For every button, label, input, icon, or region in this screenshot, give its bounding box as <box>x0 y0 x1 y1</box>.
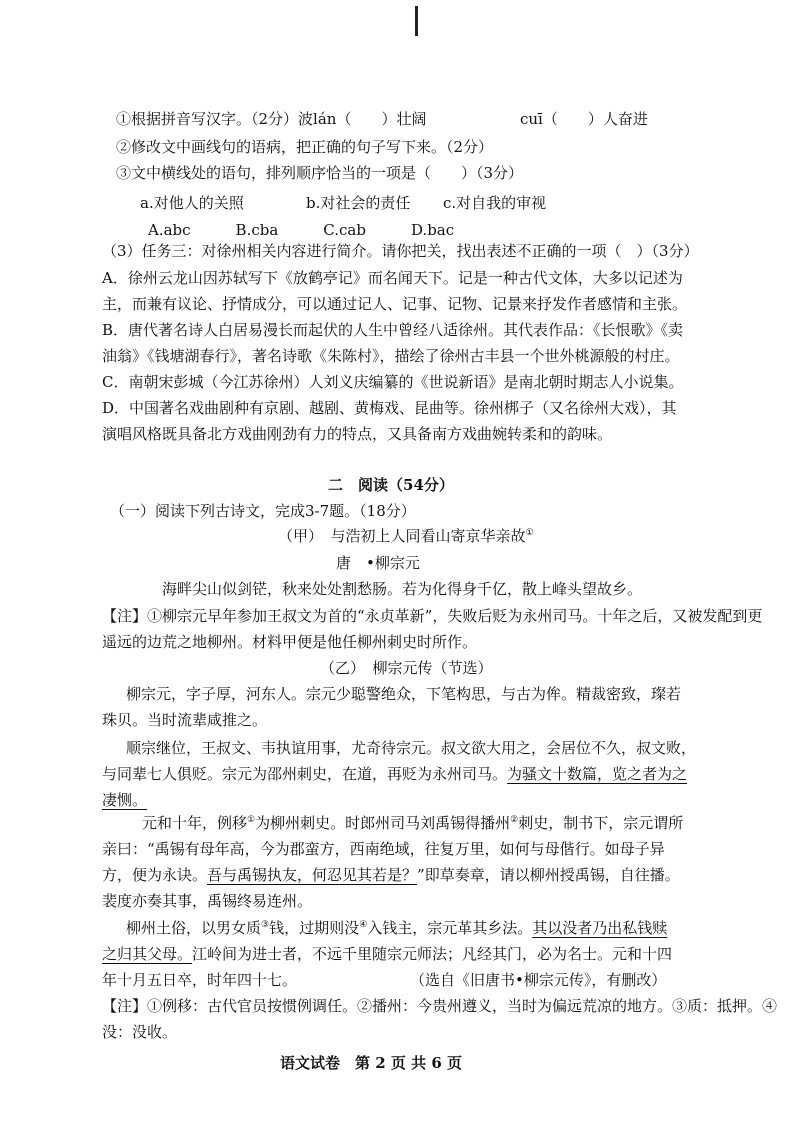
prose-p3-line4: 裴度亦奏其事，禹锡终易连州。 <box>102 892 313 910</box>
footnote-mark-2: ② <box>510 815 519 825</box>
prose-note-line1: 【注】①例移：古代官员按惯例调任。②播州：今贵州遵义，当时为偏远荒凉的地方。③质：抵押。④ <box>102 997 778 1015</box>
q1-item1-a: ①根据拼音写汉字。（2分）波lán（ ）壮阔 <box>116 110 427 128</box>
prose-p4-line3 <box>102 969 297 991</box>
poem-author: 唐 •柳宗元 <box>336 554 420 572</box>
prose-p4-line3-a: 年十月五日卒，时年四十七。 <box>102 971 298 989</box>
section2-subheading: （一）阅读下列古诗文，完成3-7题。（18分） <box>110 502 416 520</box>
page-footer: 语文试卷 第 2 页 共 6 页 <box>280 1054 462 1072</box>
prose-p4-line2 <box>102 943 672 965</box>
section2-heading: 二 阅读（54分） <box>328 476 454 494</box>
footnote-mark-4: ④ <box>359 920 368 930</box>
prose-p3-line1-a: 元和十年，例移 <box>142 814 248 832</box>
prose-underlined-sentence-2: 吾与禹锡执友，何忍见其若是？ <box>207 866 418 884</box>
q1-option-c: c.对自我的审视 <box>443 194 547 212</box>
task3-option-b-line1: B．唐代著名诗人白居易漫长而起伏的人生中曾经八适徐州。其代表作品：《长恨歌》《卖 <box>102 321 684 339</box>
task3-option-a-line1: A．徐州云龙山因苏轼写下《放鹤亭记》而名闻天下。记是一种古代文体，大多以记述为 <box>102 269 683 287</box>
prose-p3-line1-b: 为柳州刺史。时郎州司马刘禹锡得播州 <box>255 814 511 832</box>
task3-option-d-line2: 演唱风格既具备北方戏曲刚劲有力的特点，又具备南方戏曲婉转柔和的韵味。 <box>102 425 613 443</box>
prose-p4-line1-c: 入钱主，宗元革其乡法。 <box>367 919 533 937</box>
poem-text: 海畔尖山似剑铓，秋来处处割愁肠。若为化得身千亿，散上峰头望故乡。 <box>162 580 643 598</box>
task3-stem: （3）任务三：对徐州相关内容进行简介。请你把关，找出表述不正确的一项（ ）（3分） <box>102 242 699 260</box>
prose-underlined-sentence-3-end: 之归其父母。 <box>102 945 193 963</box>
task3-option-c: C．南朝宋彭城（今江苏徐州）人刘义庆编纂的《世说新语》是南北朝时期志人小说集。 <box>102 373 684 391</box>
prose-note-line2: 没：没收。 <box>102 1023 178 1041</box>
q1-item3: ③文中横线处的语句，排列顺序恰当的一项是（ ）（3分） <box>116 164 524 182</box>
prose-underlined-sentence-3: 其以没者乃出私钱赎 <box>532 919 668 937</box>
poem-title-text: （甲） 与浩初上人同看山寄京华亲故 <box>278 527 526 545</box>
prose-p2-line2 <box>102 763 687 785</box>
q1-option-a: a.对他人的关照 <box>140 194 244 212</box>
q1-item2: ②修改文中画线句的语病，把正确的句子写下来。（2分） <box>116 138 494 156</box>
task3-option-a-line2: 主，而兼有议论、抒情成分，可以通过记人、记事、记物、记景来抒发作者感情和主张。 <box>102 295 688 313</box>
q1-item1 <box>116 108 426 130</box>
q1-option-b: b.对社会的责任 <box>306 194 411 212</box>
q1-choices: A.abc B.cba C.cab D.bac <box>148 221 455 239</box>
prose-p2-line2-text: 与同辈七人俱贬。宗元为邵州刺史，在道，再贬为永州司马。 <box>102 765 508 783</box>
prose-p3-line1 <box>142 812 683 834</box>
footnote-mark-1: ① <box>247 815 256 825</box>
poem-note-line2: 遥远的边荒之地柳州。材料甲便是他任柳州刺史时所作。 <box>102 633 478 651</box>
prose-p2-line1: 顺宗继位，王叔文、韦执谊用事，尤奇待宗元。叔文欲大用之，会居位不久，叔文败， <box>126 739 697 757</box>
scan-mark <box>415 6 418 36</box>
prose-p3-line3-c: ”即草奏章，请以柳州授禹锡，自往播。 <box>417 866 680 884</box>
prose-p3-line2: 亲曰：“禹锡有母年高，今为郡蛮方，西南绝域，往复万里，如何与母偕行。如母子异 <box>102 840 665 858</box>
prose-p4-line2-b: 江岭间为进士者，不远千里随宗元师法；凡经其门，必为名士。元和十四 <box>192 945 673 963</box>
prose-p2-line3 <box>102 789 147 811</box>
poem-title <box>278 525 534 547</box>
prose-p4-line1-b: 钱，过期则没 <box>269 919 360 937</box>
prose-underlined-sentence-1: 为骚文十数篇，览之者为之 <box>507 765 688 783</box>
prose-p3-line1-c: 刺史，制书下，宗元谓所 <box>518 814 684 832</box>
task3-option-d-line1: D．中国著名戏曲剧种有京剧、越剧、黄梅戏、昆曲等。徐州梆子（又名徐州大戏），其 <box>102 399 677 417</box>
poem-title-footnote-mark: ① <box>525 528 534 538</box>
task3-option-b-line2: 油翁》《钱塘湖春行》，著名诗歌《朱陈村》，描绘了徐州古丰县一个世外桃源般的村庄。 <box>102 347 680 365</box>
prose-underlined-sentence-1-end: 凄恻。 <box>102 791 148 809</box>
poem-note-line1: 【注】①柳宗元早年参加王叔文为首的“永贞革新”，失败后贬为永州司马。十年之后，又被发配到更 <box>102 607 763 625</box>
prose-p1-line2: 珠贝。当时流辈咸推之。 <box>102 711 268 729</box>
prose-p4-line1 <box>126 917 667 939</box>
q1-item1-b: cuī（ ）人奋进 <box>520 110 648 128</box>
prose-p3-line3-a: 方，便为永诀。 <box>102 866 208 884</box>
prose-p1-line1: 柳宗元，字子厚，河东人。宗元少聪警绝众，下笔构思，与古为侔。精裁密致，璨若 <box>126 685 682 703</box>
prose-source: （选自《旧唐书•柳宗元传》，有删改） <box>410 971 667 989</box>
footnote-mark-3: ③ <box>261 920 270 930</box>
prose-p3-line3 <box>102 864 680 886</box>
prose-title: （乙） 柳宗元传（节选） <box>320 659 493 677</box>
prose-p4-line1-a: 柳州土俗，以男女质 <box>126 919 262 937</box>
